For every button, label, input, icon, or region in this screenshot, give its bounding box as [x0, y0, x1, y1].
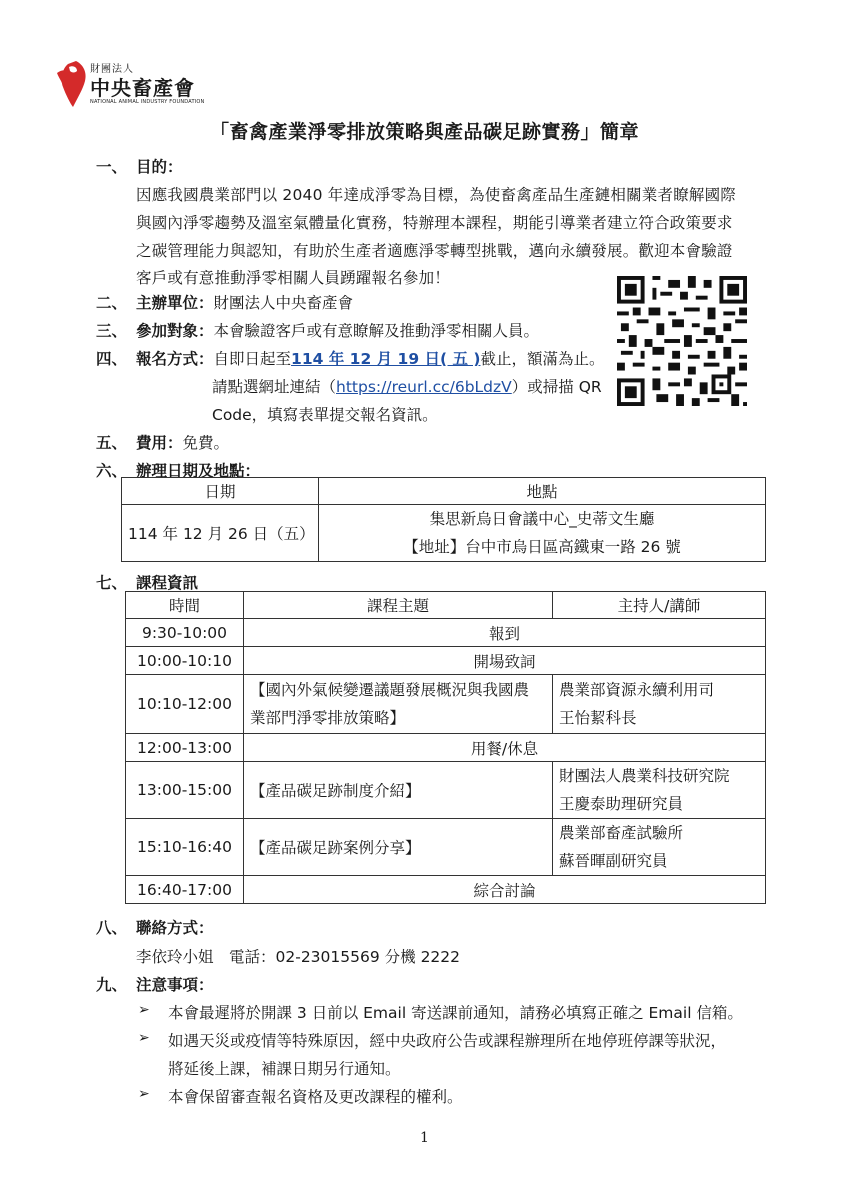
logo-org-name-en: NATIONAL ANIMAL INDUSTRY FOUNDATION — [90, 99, 205, 105]
note-item: 本會最遲將於開課 3 日前以 Email 寄送課前通知，請務必填寫正確之 Email 信箱。 — [168, 1004, 743, 1022]
table-header: 時間 — [126, 592, 244, 619]
organizer-value: 財團法人中央畜產會 — [213, 294, 354, 312]
note-item-continued: 將延後上課，補課日期另行通知。 — [168, 1060, 401, 1078]
logo-org-name: 中央畜產會 — [90, 76, 195, 100]
registration-text: ）或掃描 QR — [511, 378, 602, 396]
registration-text: 請點選網址連結（ — [212, 378, 337, 396]
table-header: 日期 — [122, 478, 319, 505]
session-topic: 【國內外氣候變遷議題發展概況與我國農 — [250, 681, 530, 699]
section-3-number: 三、 — [96, 322, 128, 340]
contact-info: 李依玲小姐 電話：02-23015569 分機 2222 — [136, 948, 461, 966]
registration-text: 截止，額滿為止。 — [480, 350, 605, 368]
section-9-heading: 注意事項： — [136, 976, 214, 994]
registration-url-link[interactable]: https://reurl.cc/6bLdzV — [336, 378, 512, 396]
event-venue: 集思新烏日會議中心_史蒂文生廳 — [429, 510, 655, 528]
event-venue-cell — [319, 505, 766, 562]
purpose-line: 客戶或有意推動淨零相關人員踴躍報名參加！ — [136, 269, 451, 287]
section-7-number: 七、 — [96, 574, 128, 592]
section-9-number: 九、 — [96, 976, 128, 994]
section-4-heading: 報名方式： — [136, 350, 214, 368]
section-2-number: 二、 — [96, 294, 128, 312]
organization-logo — [54, 57, 214, 113]
audience-line — [136, 319, 539, 341]
registration-text: 自即日起至 — [213, 350, 292, 368]
speaker-name: 王慶泰助理研究員 — [559, 795, 684, 813]
registration-link-line — [212, 375, 602, 397]
session-time: 10:10-12:00 — [126, 675, 244, 734]
section-7-heading: 課程資訊 — [136, 574, 199, 592]
session-topic-cell — [244, 675, 553, 734]
speaker-name: 蘇晉暉副研究員 — [559, 852, 668, 870]
speaker-org: 農業部畜產試驗所 — [559, 824, 684, 842]
note-item: 如遇天災或疫情等特殊原因，經中央政府公告或課程辦理所在地停班停課等狀況， — [168, 1032, 727, 1050]
registration-line — [136, 347, 604, 369]
section-5-heading: 費用： — [136, 434, 183, 452]
note-item: 本會保留審查報名資格及更改課程的權利。 — [168, 1088, 463, 1106]
session-topic: 開場致詞 — [244, 647, 766, 675]
table-row — [126, 762, 766, 819]
section-5-number: 五、 — [96, 434, 128, 452]
speaker-org: 農業部資源永續利用司 — [559, 681, 715, 699]
fee-value: 免費。 — [182, 434, 230, 452]
session-time: 15:10-16:40 — [126, 819, 244, 876]
session-time: 10:00-10:10 — [126, 647, 244, 675]
table-row — [126, 734, 766, 762]
venue-table — [121, 477, 766, 562]
table-row — [126, 819, 766, 876]
arrow-bullet-icon: ➢ — [138, 1002, 150, 1018]
section-1-heading: 目的： — [136, 158, 183, 176]
session-speaker-cell — [553, 675, 766, 734]
session-topic: 【產品碳足跡案例分享】 — [244, 819, 553, 876]
section-6-heading: 辦理日期及地點： — [136, 462, 261, 480]
session-speaker-cell — [553, 819, 766, 876]
purpose-line: 因應我國農業部門以 2040 年達成淨零為目標，為使畜禽產品生產鏈相關業者瞭解國際 — [136, 186, 737, 204]
session-topic: 用餐/休息 — [244, 734, 766, 762]
audience-value: 本會驗證客戶或有意瞭解及推動淨零相關人員。 — [213, 322, 540, 340]
section-6-number: 六、 — [96, 462, 128, 480]
course-schedule-table — [125, 591, 766, 904]
event-date: 114 年 12 月 26 日（五） — [122, 505, 319, 562]
table-header: 課程主題 — [244, 592, 553, 619]
registration-deadline: 114 年 12 月 19 日( 五 ) — [291, 350, 481, 368]
table-header: 地點 — [319, 478, 766, 505]
organizer-line — [136, 291, 353, 313]
purpose-line: 之碳管理能力與認知，有助於生產者適應淨零轉型挑戰，邁向永續發展。歡迎本會驗證 — [136, 242, 733, 260]
session-speaker-cell — [553, 762, 766, 819]
table-header-row — [126, 592, 766, 619]
arrow-bullet-icon: ➢ — [138, 1030, 150, 1046]
arrow-bullet-icon: ➢ — [138, 1086, 150, 1102]
speaker-org: 財團法人農業科技研究院 — [559, 767, 730, 785]
logo-org-type: 財團法人 — [90, 64, 134, 75]
fee-line — [136, 431, 229, 453]
table-row — [122, 505, 766, 562]
session-time: 13:00-15:00 — [126, 762, 244, 819]
speaker-name: 王怡絜科長 — [559, 709, 637, 727]
section-3-heading: 參加對象： — [136, 322, 214, 340]
document-title: 「畜禽產業淨零排放策略與產品碳足跡實務」簡章 — [209, 121, 639, 143]
session-topic: 報到 — [244, 619, 766, 647]
session-topic: 【產品碳足跡制度介紹】 — [244, 762, 553, 819]
session-time: 16:40-17:00 — [126, 876, 244, 904]
page-number: 1 — [420, 1130, 429, 1146]
registration-qr-line: Code，填寫表單提交報名資訊。 — [212, 406, 438, 424]
section-4-number: 四、 — [96, 350, 128, 368]
table-row — [126, 876, 766, 904]
purpose-line: 與國內淨零趨勢及溫室氣體量化實務，特辦理本課程，期能引導業者建立符合政策要求 — [136, 214, 733, 232]
table-header-row — [122, 478, 766, 505]
taiwan-map-logo-icon — [54, 59, 90, 111]
event-address: 【地址】台中市烏日區高鐵東一路 26 號 — [403, 538, 681, 556]
table-row — [126, 675, 766, 734]
section-1-number: 一、 — [96, 158, 128, 176]
section-2-heading: 主辦單位： — [136, 294, 214, 312]
registration-qr-code[interactable] — [616, 276, 748, 406]
table-row — [126, 619, 766, 647]
session-time: 12:00-13:00 — [126, 734, 244, 762]
session-topic: 業部門淨零排放策略】 — [250, 709, 406, 727]
section-8-number: 八、 — [96, 919, 128, 937]
session-time: 9:30-10:00 — [126, 619, 244, 647]
table-header: 主持人/講師 — [553, 592, 766, 619]
session-topic: 綜合討論 — [244, 876, 766, 904]
section-8-heading: 聯絡方式： — [136, 919, 214, 937]
table-row — [126, 647, 766, 675]
